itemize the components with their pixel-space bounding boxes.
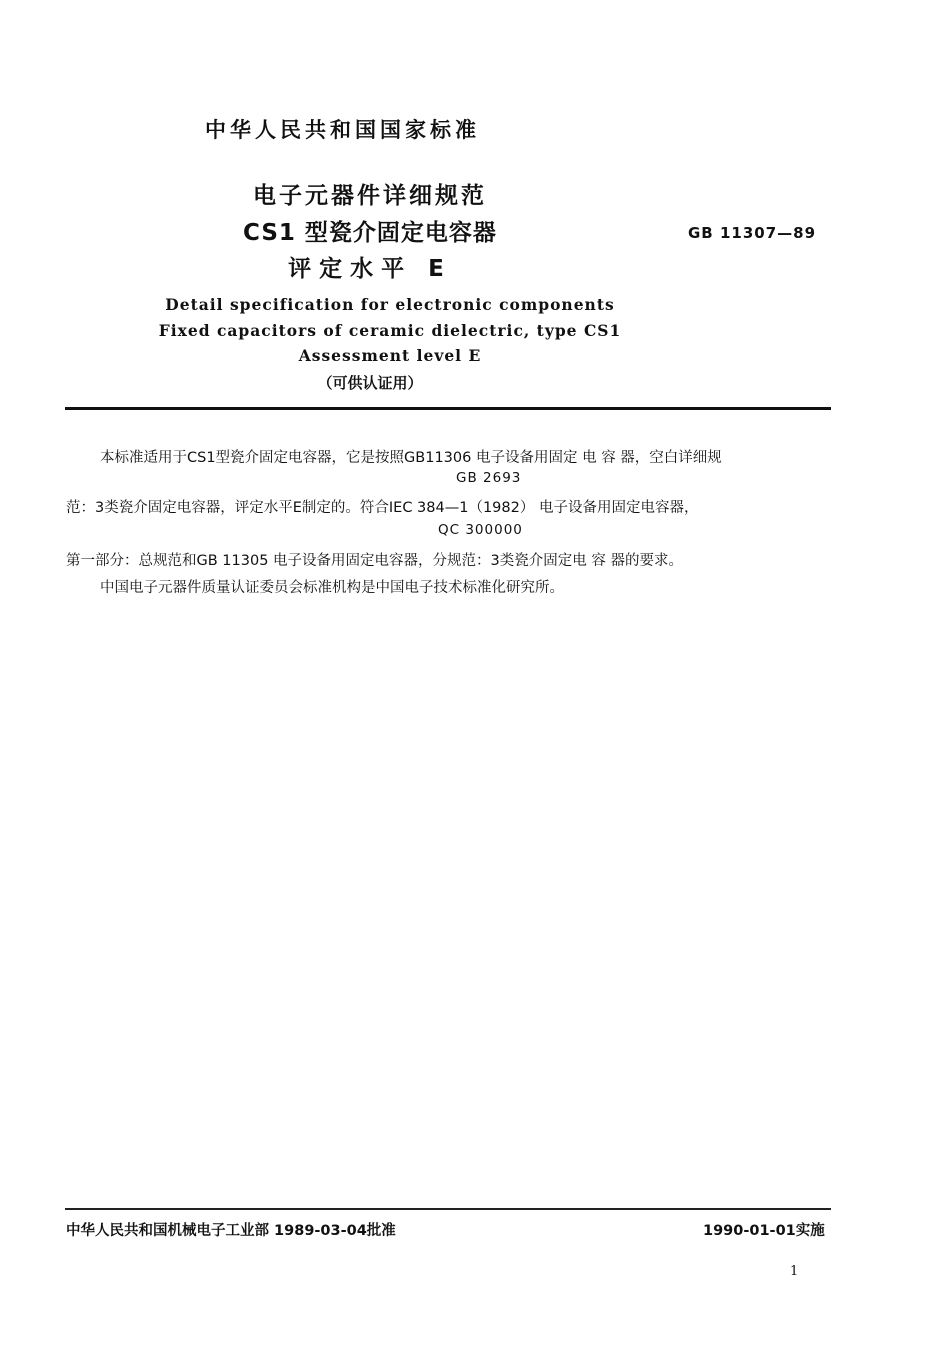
title-en-line-2: Fixed capacitors of ceramic dielectric, type CS1 [158, 321, 622, 340]
header-divider [65, 407, 831, 410]
page-number: 1 [790, 1264, 799, 1279]
national-standard-heading: 中华人民共和国国家标准 [205, 118, 480, 142]
paragraph-line-2: 范：3类瓷介固定电容器，评定水平E制定的。符合IEC 384—1（1982） 电子设备用固定电容器， [66, 500, 699, 516]
title-cn-line-3: 评定水平 E [288, 256, 452, 282]
paragraph-line-4: 中国电子元器件质量认证委员会标准机构是中国电子技术标准化研究所。 [100, 580, 564, 596]
implementation-date: 1990-01-01实施 [703, 1223, 825, 1239]
paragraph-line-3: 第一部分：总规范和GB 11305 电子设备用固定电容器，分规范：3类瓷介固定电 容 器的要求。 [66, 553, 683, 569]
title-cn-line-1: 电子元器件详细规范 [253, 183, 487, 209]
footer-divider [65, 1208, 831, 1210]
title-en-line-3: Assessment level E [298, 346, 482, 365]
standard-number: GB 11307—89 [688, 224, 817, 242]
title-cn-line-2: CS1 型瓷介固定电容器 [243, 220, 497, 246]
approval-statement: 中华人民共和国机械电子工业部 1989-03-04批准 [66, 1223, 396, 1239]
reference-gb-2693: GB 2693 [456, 470, 522, 486]
certification-note: （可供认证用） [317, 374, 423, 392]
title-en-line-1: Detail specification for electronic components [165, 295, 615, 314]
reference-qc-300000: QC 300000 [438, 522, 523, 538]
paragraph-line-1: 本标准适用于CS1型瓷介固定电容器，它是按照GB11306 电子设备用固定 电 容 器，空白详细规 [100, 450, 722, 466]
